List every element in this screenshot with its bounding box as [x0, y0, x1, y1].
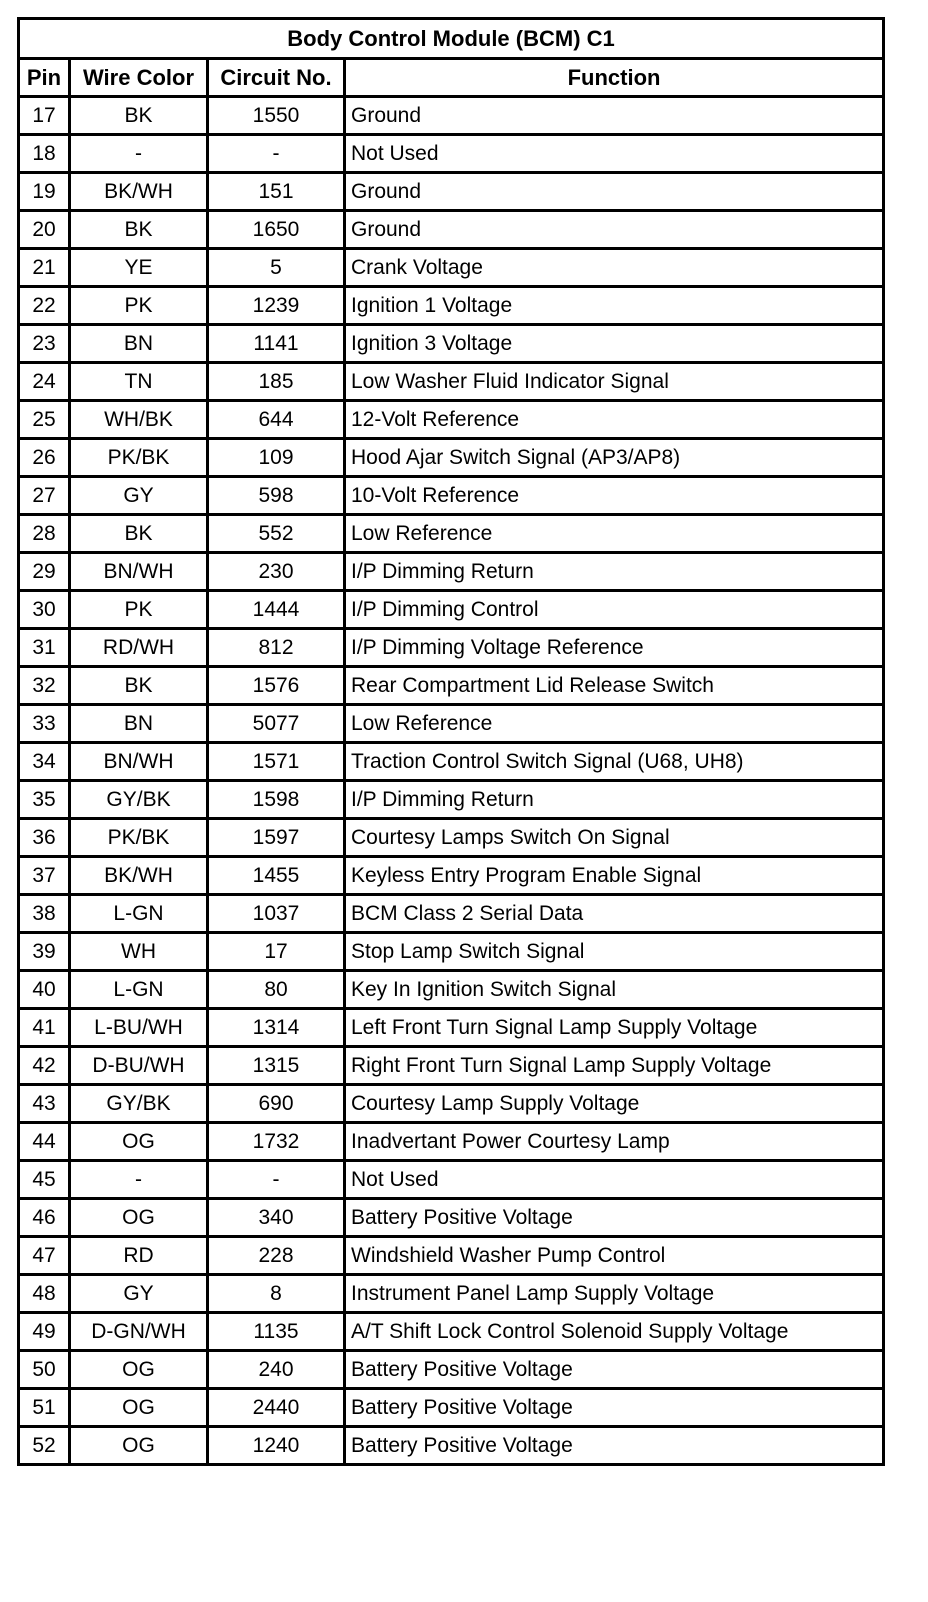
table-row	[19, 173, 884, 211]
function-cell: Battery Positive Voltage	[345, 1199, 884, 1237]
function-cell: Traction Control Switch Signal (U68, UH8)	[345, 743, 884, 781]
pin-cell: 49	[19, 1313, 70, 1351]
pin-cell: 45	[19, 1161, 70, 1199]
wire-color-cell: GY	[70, 477, 208, 515]
wire-color-cell: BK	[70, 211, 208, 249]
table-row	[19, 895, 884, 933]
wire-color-cell: BK/WH	[70, 173, 208, 211]
table-row	[19, 933, 884, 971]
pin-cell: 38	[19, 895, 70, 933]
table-row	[19, 439, 884, 477]
wire-color-cell: L-GN	[70, 895, 208, 933]
function-cell: Ignition 3 Voltage	[345, 325, 884, 363]
function-cell: Right Front Turn Signal Lamp Supply Voltage	[345, 1047, 884, 1085]
pin-cell: 20	[19, 211, 70, 249]
function-cell: Ignition 1 Voltage	[345, 287, 884, 325]
circuit-no-cell: 1650	[208, 211, 345, 249]
circuit-no-cell: 1732	[208, 1123, 345, 1161]
circuit-no-cell: -	[208, 135, 345, 173]
circuit-no-cell: 1576	[208, 667, 345, 705]
wire-color-cell: RD/WH	[70, 629, 208, 667]
header-function: Function	[345, 59, 884, 97]
wire-color-cell: -	[70, 1161, 208, 1199]
function-cell: I/P Dimming Return	[345, 781, 884, 819]
bcm-connector-table	[17, 17, 885, 1466]
pin-cell: 48	[19, 1275, 70, 1313]
wire-color-cell: GY	[70, 1275, 208, 1313]
table-row	[19, 1313, 884, 1351]
table-row	[19, 477, 884, 515]
circuit-no-cell: 17	[208, 933, 345, 971]
circuit-no-cell: 812	[208, 629, 345, 667]
circuit-no-cell: -	[208, 1161, 345, 1199]
table-row	[19, 1351, 884, 1389]
wire-color-cell: PK	[70, 287, 208, 325]
pin-cell: 47	[19, 1237, 70, 1275]
table-row	[19, 1199, 884, 1237]
table-row	[19, 857, 884, 895]
circuit-no-cell: 1444	[208, 591, 345, 629]
function-cell: Low Reference	[345, 515, 884, 553]
wire-color-cell: OG	[70, 1199, 208, 1237]
header-pin: Pin	[19, 59, 70, 97]
wire-color-cell: GY/BK	[70, 781, 208, 819]
pin-cell: 44	[19, 1123, 70, 1161]
circuit-no-cell: 8	[208, 1275, 345, 1313]
pin-cell: 30	[19, 591, 70, 629]
circuit-no-cell: 80	[208, 971, 345, 1009]
pin-cell: 43	[19, 1085, 70, 1123]
table-row	[19, 211, 884, 249]
wire-color-cell: PK	[70, 591, 208, 629]
wire-color-cell: PK/BK	[70, 439, 208, 477]
table-row	[19, 705, 884, 743]
wire-color-cell: -	[70, 135, 208, 173]
table-header-row	[19, 59, 884, 97]
header-circuit-no: Circuit No.	[208, 59, 345, 97]
table-row	[19, 1161, 884, 1199]
wire-color-cell: OG	[70, 1123, 208, 1161]
table-row	[19, 743, 884, 781]
wire-color-cell: WH	[70, 933, 208, 971]
circuit-no-cell: 230	[208, 553, 345, 591]
table-title: Body Control Module (BCM) C1	[19, 19, 884, 59]
circuit-no-cell: 1314	[208, 1009, 345, 1047]
circuit-no-cell: 1240	[208, 1427, 345, 1465]
function-cell: Windshield Washer Pump Control	[345, 1237, 884, 1275]
circuit-no-cell: 552	[208, 515, 345, 553]
wire-color-cell: OG	[70, 1351, 208, 1389]
wire-color-cell: BK/WH	[70, 857, 208, 895]
table-row	[19, 667, 884, 705]
circuit-no-cell: 340	[208, 1199, 345, 1237]
function-cell: Courtesy Lamp Supply Voltage	[345, 1085, 884, 1123]
pin-cell: 35	[19, 781, 70, 819]
pin-cell: 22	[19, 287, 70, 325]
circuit-no-cell: 1455	[208, 857, 345, 895]
function-cell: 10-Volt Reference	[345, 477, 884, 515]
function-cell: I/P Dimming Voltage Reference	[345, 629, 884, 667]
wire-color-cell: BK	[70, 97, 208, 135]
pin-cell: 24	[19, 363, 70, 401]
pin-cell: 28	[19, 515, 70, 553]
circuit-no-cell: 1550	[208, 97, 345, 135]
header-wire-color: Wire Color	[70, 59, 208, 97]
circuit-no-cell: 1571	[208, 743, 345, 781]
function-cell: Low Washer Fluid Indicator Signal	[345, 363, 884, 401]
table-row	[19, 629, 884, 667]
function-cell: Rear Compartment Lid Release Switch	[345, 667, 884, 705]
pin-cell: 27	[19, 477, 70, 515]
table-row	[19, 1123, 884, 1161]
function-cell: Battery Positive Voltage	[345, 1351, 884, 1389]
function-cell: Battery Positive Voltage	[345, 1427, 884, 1465]
table-row	[19, 135, 884, 173]
function-cell: A/T Shift Lock Control Solenoid Supply Voltage	[345, 1313, 884, 1351]
function-cell: I/P Dimming Control	[345, 591, 884, 629]
circuit-no-cell: 151	[208, 173, 345, 211]
wire-color-cell: OG	[70, 1389, 208, 1427]
table-row	[19, 1009, 884, 1047]
wire-color-cell: PK/BK	[70, 819, 208, 857]
circuit-no-cell: 1135	[208, 1313, 345, 1351]
pin-cell: 34	[19, 743, 70, 781]
wire-color-cell: D-BU/WH	[70, 1047, 208, 1085]
pin-cell: 25	[19, 401, 70, 439]
table-row	[19, 971, 884, 1009]
wire-color-cell: YE	[70, 249, 208, 287]
wire-color-cell: L-BU/WH	[70, 1009, 208, 1047]
function-cell: Left Front Turn Signal Lamp Supply Voltage	[345, 1009, 884, 1047]
pin-cell: 52	[19, 1427, 70, 1465]
wire-color-cell: GY/BK	[70, 1085, 208, 1123]
table-row	[19, 591, 884, 629]
pin-cell: 26	[19, 439, 70, 477]
wire-color-cell: L-GN	[70, 971, 208, 1009]
pin-cell: 39	[19, 933, 70, 971]
circuit-no-cell: 240	[208, 1351, 345, 1389]
circuit-no-cell: 1598	[208, 781, 345, 819]
pin-cell: 21	[19, 249, 70, 287]
pin-cell: 31	[19, 629, 70, 667]
function-cell: Courtesy Lamps Switch On Signal	[345, 819, 884, 857]
table-row	[19, 325, 884, 363]
function-cell: Keyless Entry Program Enable Signal	[345, 857, 884, 895]
table-row	[19, 1427, 884, 1465]
circuit-no-cell: 5077	[208, 705, 345, 743]
function-cell: BCM Class 2 Serial Data	[345, 895, 884, 933]
wire-color-cell: RD	[70, 1237, 208, 1275]
circuit-no-cell: 1597	[208, 819, 345, 857]
function-cell: Crank Voltage	[345, 249, 884, 287]
pin-cell: 18	[19, 135, 70, 173]
circuit-no-cell: 228	[208, 1237, 345, 1275]
wire-color-cell: D-GN/WH	[70, 1313, 208, 1351]
wire-color-cell: BN/WH	[70, 743, 208, 781]
table-row	[19, 1085, 884, 1123]
table-row	[19, 249, 884, 287]
function-cell: Ground	[345, 173, 884, 211]
table-row	[19, 553, 884, 591]
function-cell: I/P Dimming Return	[345, 553, 884, 591]
function-cell: Ground	[345, 211, 884, 249]
pin-cell: 32	[19, 667, 70, 705]
circuit-no-cell: 109	[208, 439, 345, 477]
pin-cell: 23	[19, 325, 70, 363]
wire-color-cell: BK	[70, 515, 208, 553]
table-body	[19, 97, 884, 1465]
circuit-no-cell: 644	[208, 401, 345, 439]
pin-cell: 19	[19, 173, 70, 211]
pin-cell: 51	[19, 1389, 70, 1427]
function-cell: Instrument Panel Lamp Supply Voltage	[345, 1275, 884, 1313]
function-cell: 12-Volt Reference	[345, 401, 884, 439]
table-row	[19, 819, 884, 857]
circuit-no-cell: 1037	[208, 895, 345, 933]
table-row	[19, 401, 884, 439]
pin-cell: 41	[19, 1009, 70, 1047]
wire-color-cell: BN	[70, 705, 208, 743]
function-cell: Stop Lamp Switch Signal	[345, 933, 884, 971]
table-row	[19, 1047, 884, 1085]
pin-cell: 29	[19, 553, 70, 591]
table-row	[19, 97, 884, 135]
wire-color-cell: TN	[70, 363, 208, 401]
bcm-connector-table-container	[17, 17, 882, 1466]
table-row	[19, 1237, 884, 1275]
table-row	[19, 781, 884, 819]
function-cell: Hood Ajar Switch Signal (AP3/AP8)	[345, 439, 884, 477]
pin-cell: 36	[19, 819, 70, 857]
table-row	[19, 1389, 884, 1427]
pin-cell: 42	[19, 1047, 70, 1085]
function-cell: Not Used	[345, 1161, 884, 1199]
pin-cell: 17	[19, 97, 70, 135]
table-row	[19, 515, 884, 553]
circuit-no-cell: 5	[208, 249, 345, 287]
wire-color-cell: OG	[70, 1427, 208, 1465]
pin-cell: 50	[19, 1351, 70, 1389]
table-row	[19, 1275, 884, 1313]
wire-color-cell: WH/BK	[70, 401, 208, 439]
wire-color-cell: BN/WH	[70, 553, 208, 591]
circuit-no-cell: 1141	[208, 325, 345, 363]
table-title-row	[19, 19, 884, 59]
function-cell: Not Used	[345, 135, 884, 173]
circuit-no-cell: 2440	[208, 1389, 345, 1427]
function-cell: Ground	[345, 97, 884, 135]
function-cell: Battery Positive Voltage	[345, 1389, 884, 1427]
function-cell: Low Reference	[345, 705, 884, 743]
function-cell: Inadvertant Power Courtesy Lamp	[345, 1123, 884, 1161]
circuit-no-cell: 185	[208, 363, 345, 401]
function-cell: Key In Ignition Switch Signal	[345, 971, 884, 1009]
circuit-no-cell: 690	[208, 1085, 345, 1123]
wire-color-cell: BN	[70, 325, 208, 363]
table-row	[19, 363, 884, 401]
circuit-no-cell: 598	[208, 477, 345, 515]
pin-cell: 46	[19, 1199, 70, 1237]
table-row	[19, 287, 884, 325]
pin-cell: 37	[19, 857, 70, 895]
circuit-no-cell: 1239	[208, 287, 345, 325]
pin-cell: 33	[19, 705, 70, 743]
circuit-no-cell: 1315	[208, 1047, 345, 1085]
wire-color-cell: BK	[70, 667, 208, 705]
pin-cell: 40	[19, 971, 70, 1009]
